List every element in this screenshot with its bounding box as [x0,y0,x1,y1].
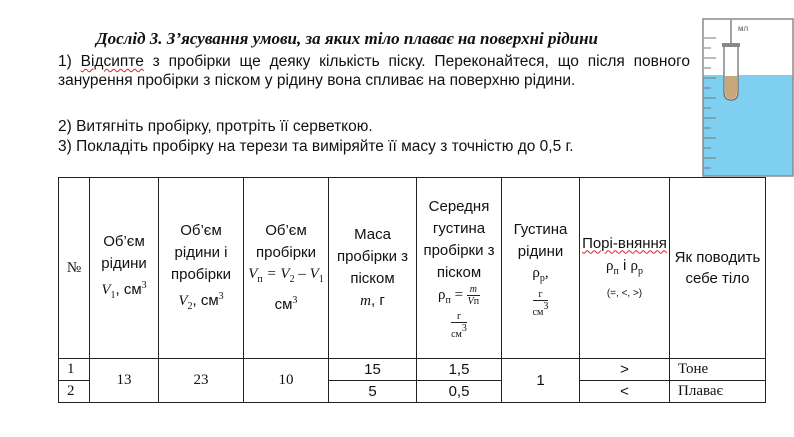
step-1-word: Відсипте [80,53,144,70]
table-header-row [59,178,766,359]
test-tube-sand [725,76,737,99]
step-1-number: 1) [58,53,81,70]
step-3: 3) Покладіть пробірку на терези та виміряйте її масу з точністю до 0,5 г. [58,138,574,155]
cell-avg-density: 1,5 [417,359,502,381]
cell-v2: 23 [159,359,244,403]
cell-comparison: < [580,381,670,403]
header-number: № [59,178,90,359]
header-comparison: Порі-вняння $\rho_п$ і $\rho_р$ (=, <, >) [580,178,670,359]
header-liquid-volume: Об’єм рідини $V_1$, $см^3$ [90,178,159,359]
cell-liquid-density: 1 [502,359,580,403]
test-tube-stopper [722,43,740,47]
step-1 [58,52,690,90]
cell-mass: 5 [329,381,417,403]
row-number: 2 [59,381,90,403]
results-table [58,177,766,403]
cell-behavior: Тоне [670,359,766,381]
cell-v1: 13 [90,359,159,403]
header-liquid-tube-volume: Об’єм рідини і пробірки $V_2$, $см^3$ [159,178,244,359]
header-mass: Маса пробірки з піском m, г [329,178,417,359]
header-behavior: Як поводить себе тіло [670,178,766,359]
experiment-title: Дослід 3. З’ясування умови, за яких тіло плаває на поверхні рідини [96,29,599,48]
table-row [59,359,766,381]
test-tube-beaker-figure [702,18,794,178]
step-2: 2) Витягніть пробірку, протріть її серветкою. [58,118,373,135]
row-number: 1 [59,359,90,381]
cell-comparison: > [580,359,670,381]
beaker-water [703,75,793,176]
step-1-text: з пробірки ще деяку кількість піску. Переконайтеся, що після повного занурення пробірки з піском у рідину вона спливає на поверхню рідини. [58,53,690,89]
cell-avg-density: 0,5 [417,381,502,403]
header-liquid-density: Густина рідини $\rho_р$, $\frac{г}{см3}$ [502,178,580,359]
cell-mass: 15 [329,359,417,381]
cell-behavior: Плаває [670,381,766,403]
cell-vp: 10 [244,359,329,403]
header-average-density: Середня густина пробірки з піском $\rho_п$ = $\frac{m}{Vп}$ $\frac{г}{см3}$ [417,178,502,359]
beaker-unit-label: мл [738,24,749,33]
header-tube-volume: Об’єм пробірки $V_п = V_2 - V_1$ $см^3$ [244,178,329,359]
